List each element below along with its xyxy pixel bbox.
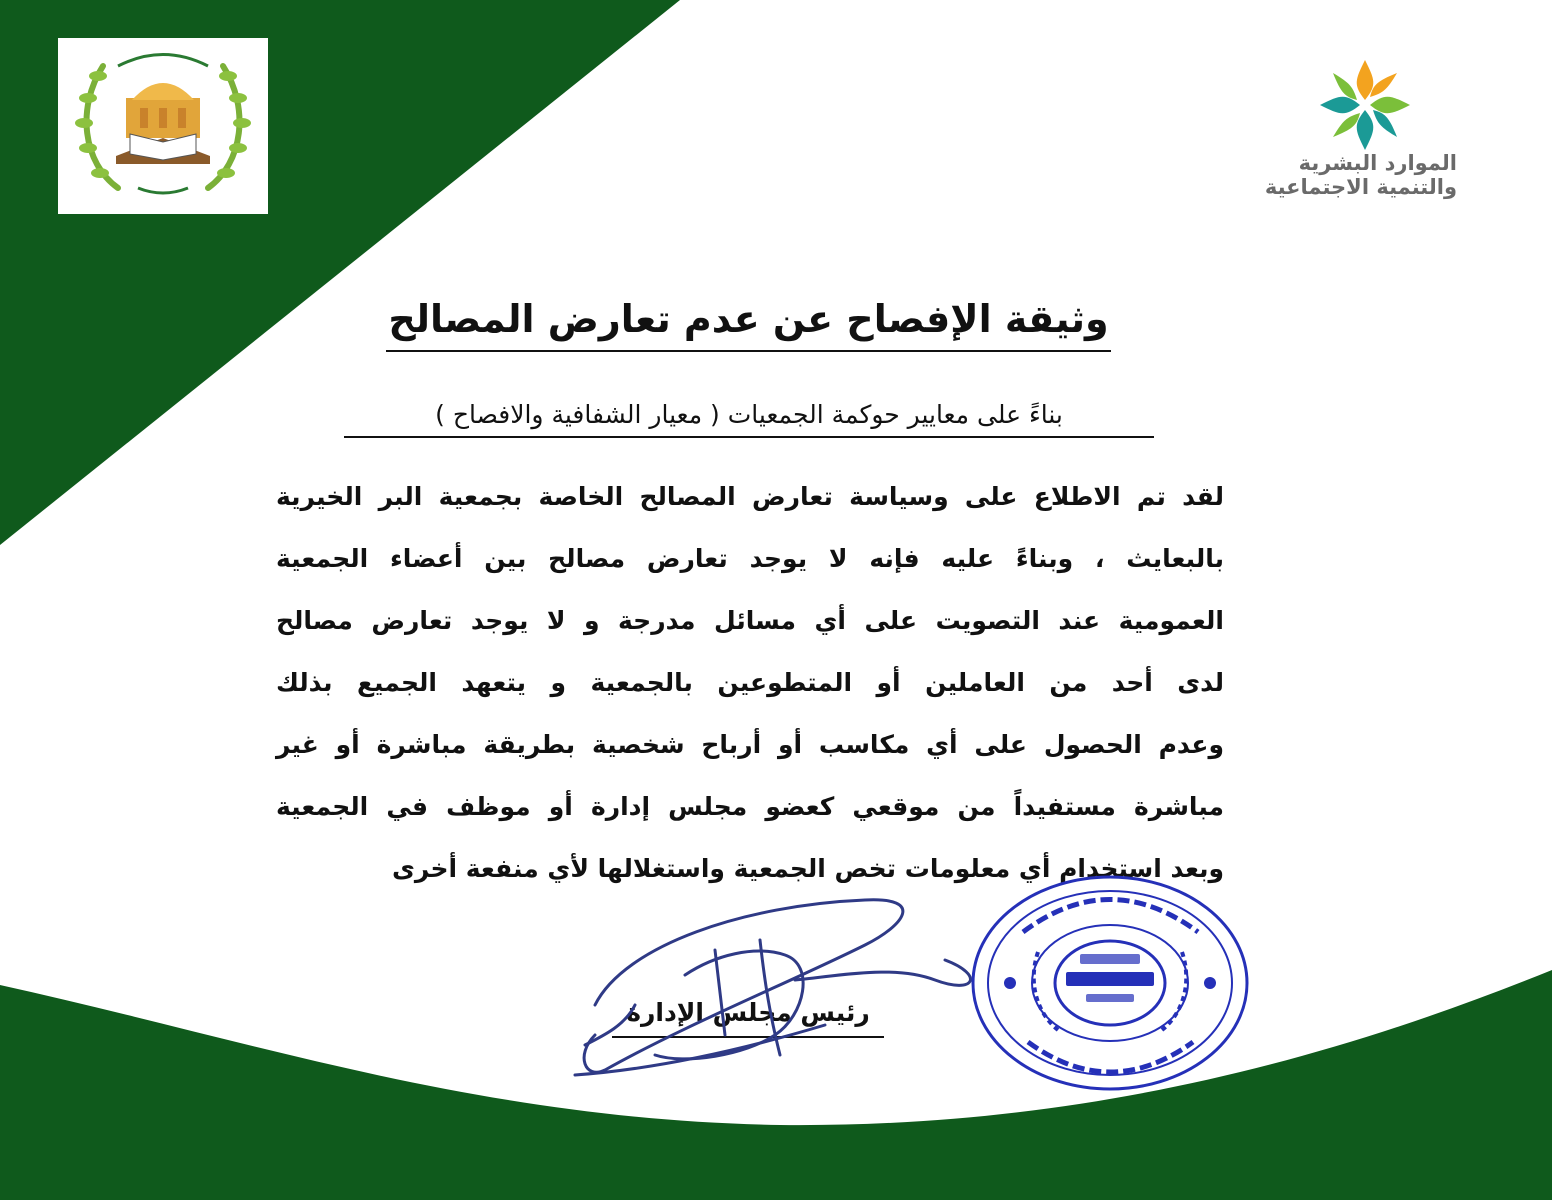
official-seal-stamp [968,872,1253,1094]
ministry-logo [1185,30,1552,240]
body-line: العمومية عند التصويت على أي مسائل مدرجة و لا يوجد تعارض مصالح [276,606,1224,635]
signature-label: رئيس مجلس الإدارة [612,990,884,1038]
body-line: بالبعايث ، وبناءً عليه فإنه لا يوجد تعارض مصالح بين أعضاء الجمعية [276,544,1224,573]
body-line: لقد تم الاطلاع على وسياسة تعارض المصالح الخاصة بجمعية البر الخيرية [276,482,1224,511]
body-line: لدى أحد من العاملين أو المتطوعين بالجمعية و يتعهد الجميع بذلك [276,668,1224,697]
handwritten-signature [565,885,995,1085]
ministry-name-line1: الموارد البشرية [1298,151,1457,175]
body-line: مباشرة مستفيداً من موقعي كعضو مجلس إدارة أو موظف في الجمعية [276,792,1224,821]
charity-association-emblem-icon [58,38,268,214]
body-line: وبعد استخدام أي معلومات تخص الجمعية واستغلالها لأي منفعة أخرى [392,854,1224,883]
ministry-name-line2: والتنمية الاجتماعية [1264,175,1457,199]
association-logo [58,38,268,214]
body-line: وعدم الحصول على أي مكاسب أو أرباح شخصية بطريقة مباشرة أو غير [276,730,1224,759]
document-title: وثيقة الإفصاح عن عدم تعارض المصالح [386,288,1111,352]
document-subtitle: بناءً على معايير حوكمة الجمعيات ( معيار الشفافية والافصاح ) [344,394,1154,438]
ministry-star-icon [1315,55,1415,155]
document-body [276,466,1224,900]
